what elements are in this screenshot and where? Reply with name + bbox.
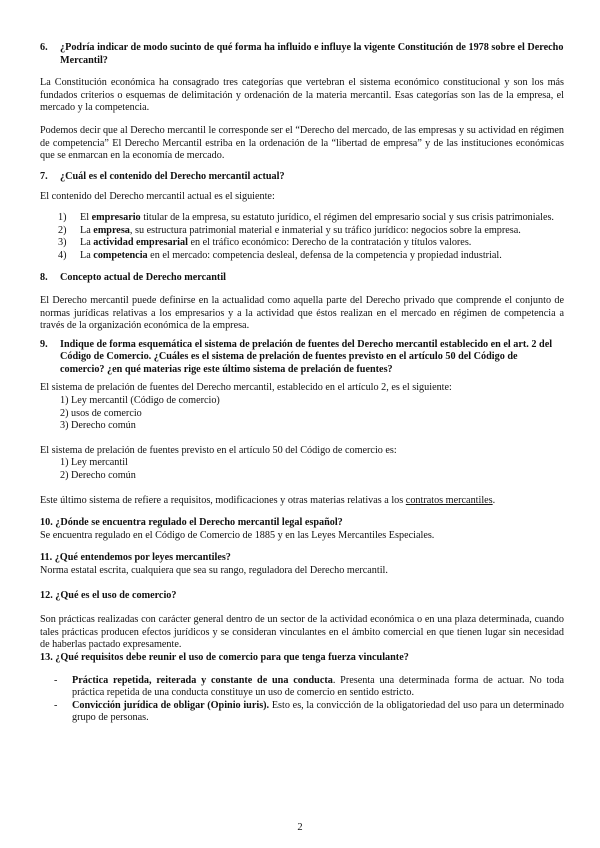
content-list	[40, 212, 564, 262]
list-item: 3) La actividad empresarial en el tráfico económico: Derecho de la contratación y títulos valores.	[58, 237, 472, 249]
paragraph: El sistema de prelación de fuentes previsto en el artículo 50 del Código de comercio es:	[40, 444, 397, 456]
list-item: 2) La empresa, su estructura patrimonial material e inmaterial y su tráfico jurídico: negocios sobre la empresa.	[58, 224, 521, 236]
contratos-mercantiles-link[interactable]: contratos mercantiles	[405, 494, 493, 506]
list-item: 2) Derecho común	[60, 470, 136, 482]
paragraph: Este último sistema de refiere a requisitos, modificaciones y otras materias relativas a los contratos mercantiles.	[40, 494, 496, 506]
list-item: 4) La competencia en el mercado: competencia desleal, defensa de la competencia y propiedad industrial.	[58, 249, 502, 261]
list-item: 1) El empresario titular de la empresa, su estatuto jurídico, el régimen del empresario social y sus crisis patrimoniales.	[58, 211, 554, 223]
paragraph: Se encuentra regulado en el Código de Comercio de 1885 y en las Leyes Mercantiles Especiales.	[40, 529, 435, 541]
question-9-heading	[40, 339, 564, 377]
question-number: 9.	[40, 338, 48, 350]
paragraph: El sistema de prelación de fuentes del Derecho mercantil, establecido en el artículo 2, es el siguiente:	[40, 382, 452, 394]
paragraph: La Constitución económica ha consagrado tres categorías que vertebran el sistema económico constitucional y son los más fundados criterios o esquemas de delimitación y ordenación de la materia mercantil. Esas categorías son las de la empresa, el mercado y la competencia.	[40, 77, 564, 114]
question-number: 7.	[40, 170, 48, 182]
paragraph: Son prácticas realizadas con carácter general dentro de un sector de la actividad económica o en una plaza determinada, cuando tales prácticas producen efectos jurídicos y se consideran vinculantes en el ámbito comercial en que tienen lugar sin necesidad de haberlas pactado expresamente.	[40, 614, 564, 651]
paragraph: Norma estatal escrita, cualquiera que sea su rango, reguladora del Derecho mercantil.	[40, 565, 388, 576]
prelacion-list-art2	[40, 395, 564, 433]
question-number: 6.	[40, 42, 48, 53]
question-8-heading	[40, 272, 564, 285]
list-item: - Convicción jurídica de obligar (Opinio iuris). Esto es, la convicción de la obligatoriedad del uso para un determinado grupo de personas.	[54, 699, 565, 724]
list-item: 3) Derecho común	[60, 420, 136, 432]
paragraph: El Derecho mercantil puede definirse en la actualidad como aquella parte del Derecho privado que comprende el conjunto de normas jurídicas relativas a los empresarios y a la actividad que éstos realizan en el mercado en régimen de competencia a través de la organización económica de la empresa.	[40, 294, 564, 332]
page-number: 2	[297, 822, 303, 833]
list-item: 1) Ley mercantil	[60, 457, 128, 469]
question-title: ¿Cuál es el contenido del Derecho mercantil actual?	[60, 170, 285, 182]
question-title: ¿Podría indicar de modo sucinto de qué forma ha influido e influye la vigente Constitución de 1978 sobre el Derecho Mercantil?	[60, 42, 564, 66]
list-item: 2) usos de comercio	[60, 407, 142, 419]
list-item: 1) Ley mercantil (Código de comercio)	[60, 395, 220, 407]
question-13-heading: 13. ¿Qué requisitos debe reunir el uso de comercio para que tenga fuerza vinculante?	[40, 651, 409, 663]
question-12-heading: 12. ¿Qué es el uso de comercio?	[40, 589, 177, 601]
question-6-heading	[40, 42, 564, 67]
question-title: Concepto actual de Derecho mercantil	[60, 272, 226, 284]
paragraph: Podemos decir que al Derecho mercantil le corresponde ser el “Derecho del mercado, de las empresas y su actividad en régimen de competencia” El Derecho Mercantil estriba en la ordenación de la “libertad de empresa” y de las instituciones económicas que se enmarcan en la economía de mercado.	[40, 124, 564, 162]
question-11-heading: 11. ¿Qué entendemos por leyes mercantiles?	[40, 552, 231, 564]
list-item: - Práctica repetida, reiterada y constante de una conducta. Presenta una determinada forma de actuar. No toda práctica repetida de una conducta constituye un uso de comercio en sentido estricto.	[54, 674, 564, 699]
question-7-heading	[40, 171, 564, 184]
document-page	[40, 42, 564, 725]
prelacion-list-art50	[40, 457, 564, 482]
question-title: Indique de forma esquemática el sistema de prelación de fuentes del Derecho mercantil establecido en el art. 2 del Código de Comercio. ¿Cuáles es el sistema de prelación de fuentes previsto en el artículo 50 del Código de comercio? ¿en qué materias rige este último sistema de prelación de fuentes?	[60, 338, 553, 375]
paragraph: El contenido del Derecho mercantil actual es el siguiente:	[40, 191, 275, 203]
requisitos-list	[40, 675, 564, 725]
question-10-heading: 10. ¿Dónde se encuentra regulado el Derecho mercantil legal español?	[40, 517, 343, 529]
question-number: 8.	[40, 272, 48, 284]
